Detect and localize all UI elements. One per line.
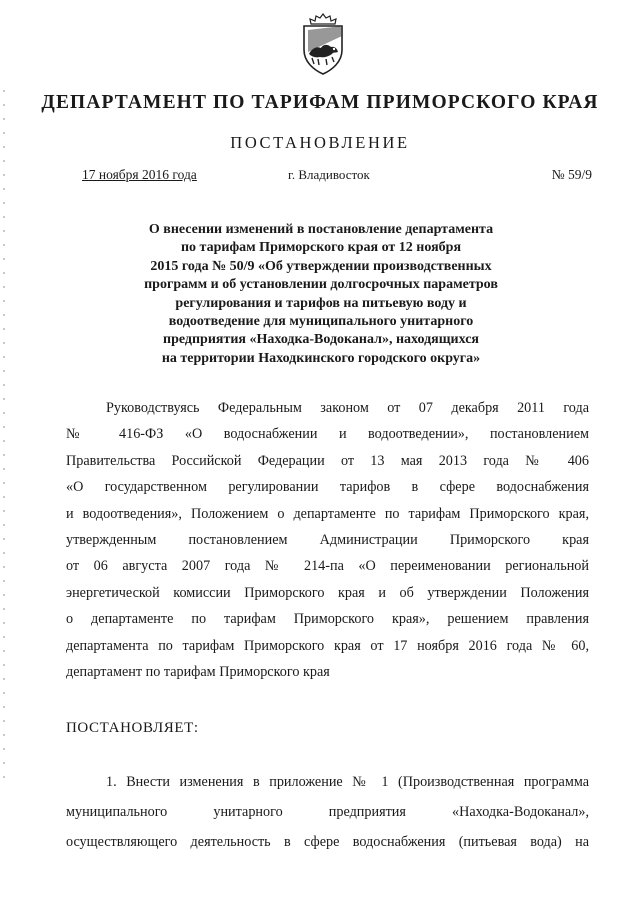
document-date: 17 ноября 2016 года (82, 167, 197, 182)
preamble-paragraph (66, 395, 589, 685)
document-number: № 59/9 (551, 167, 592, 182)
item-line: муниципального унитарного предприятия «Находка-Водоканал», (66, 804, 589, 820)
item-paragraph-1 (66, 767, 589, 857)
heading-line: водоотведение для муниципального унитарного (168, 314, 474, 330)
body-line: Правительства Российской Федерации от 13 мая 2013 года № 406 (66, 452, 589, 469)
body-line: № 416-ФЗ «О водоснабжении и водоотведении», постановлением (66, 426, 589, 443)
document-city: г. Владивосток (288, 167, 370, 182)
item-line: осуществляющего деятельность в сфере водоснабжения (питьевая вода) на (66, 834, 589, 850)
body-line: департамент по тарифам Приморского края (66, 664, 330, 681)
item-line: 1. Внести изменения в приложение № 1 (Производственная программа (106, 774, 589, 790)
body-line: утвержденным постановлением Администрации Приморского края (66, 532, 589, 549)
body-line: департамента по тарифам Приморского края от 17 ноября 2016 года № 60, (66, 637, 589, 654)
body-line: энергетической комиссии Приморского края и об утверждении Положения (66, 584, 589, 601)
body-line: от 06 августа 2007 года № 214-па «О переименовании региональной (66, 558, 589, 575)
heading-line: программ и об установлении долгосрочных параметров (144, 277, 498, 293)
body-line: Руководствуясь Федеральным законом от 07 декабря 2011 года (106, 400, 589, 416)
heading-line: предприятия «Находка-Водоканал», находящихся (163, 332, 479, 348)
document-heading (100, 221, 542, 368)
heading-line: 2015 года № 50/9 «Об утверждении производственных (150, 258, 492, 274)
heading-line: на территории Находкинского городского округа» (161, 350, 481, 366)
decree-word: ПОСТАНОВЛЯЕТ: (66, 720, 199, 736)
heading-line: по тарифам Приморского края от 12 ноября (180, 240, 462, 256)
heading-line: регулирования и тарифов на питьевую воду и (175, 295, 467, 311)
scan-edge-marks (3, 90, 5, 790)
document-type: ПОСТАНОВЛЕНИЕ (230, 133, 410, 152)
heading-line: О внесении изменений в постановление департамента (148, 222, 494, 237)
body-line: «О государственном регулировании тарифов в сфере водоснабжения (66, 479, 589, 496)
department-title: ДЕПАРТАМЕНТ ПО ТАРИФАМ ПРИМОРСКОГО КРАЯ (41, 92, 599, 113)
body-line: и водоотведения», Положением о департаменте по тарифам Приморского края, (66, 505, 589, 522)
body-line: о департаменте по тарифам Приморского края», решением правления (66, 611, 589, 628)
coat-of-arms-icon (298, 12, 348, 76)
